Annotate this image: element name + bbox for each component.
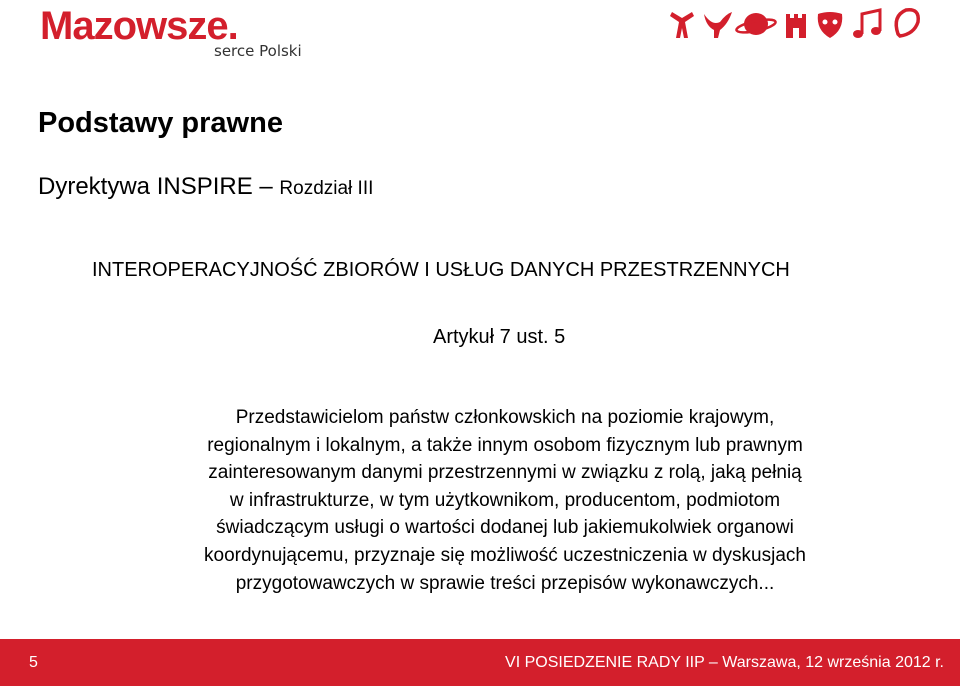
footer-info: VI POSIEDZENIE RADY IIP – Warszawa, 12 września 2012 r.	[505, 654, 944, 671]
body-line: zainteresowanym danymi przestrzennymi w związku z rolą, jaką pełnią	[208, 462, 802, 484]
bird-icon	[704, 12, 732, 38]
page-title: Podstawy prawne	[38, 107, 283, 139]
mazowsze-logo	[38, 4, 308, 60]
body-line: świadczącym usługi o wartości dodanej lub jakiemukolwiek organowi	[216, 517, 794, 539]
subtitle-main: Dyrektywa INSPIRE –	[38, 173, 280, 200]
castle-icon	[786, 14, 806, 38]
mask-icon	[818, 12, 843, 38]
page-number: 5	[29, 654, 38, 671]
subtitle-chapter: Rozdział III	[279, 178, 374, 199]
leaf-icon	[896, 10, 918, 36]
body-paragraph	[140, 404, 870, 597]
section-heading: INTEROPERACYJNOŚĆ ZBIORÓW I USŁUG DANYCH PRZESTRZENNYCH	[92, 259, 790, 281]
article-reference: Artykuł 7 ust. 5	[433, 326, 566, 348]
body-line: koordynującemu, przyznaje się możliwość uczestniczenia w dyskusjach	[204, 544, 806, 566]
planet-icon	[735, 13, 776, 35]
body-line: w infrastrukturze, w tym użytkownikom, producentom, podmiotom	[229, 489, 781, 511]
music-notes-icon	[853, 10, 881, 38]
body-line: przygotowawczych w sprawie treści przepisów wykonawczych...	[235, 572, 775, 594]
logo-text: Mazowsze.	[40, 4, 238, 48]
figure-icon	[670, 12, 694, 38]
body-line: Przedstawicielom państw członkowskich na poziomie krajowym,	[235, 407, 775, 428]
logo-subtitle: serce Polski	[214, 42, 302, 60]
footer-bar	[0, 639, 960, 686]
decorative-glyphs	[668, 4, 928, 44]
body-line: regionalnym i lokalnym, a także innym osobom fizycznym lub prawnym	[207, 434, 803, 456]
subtitle	[38, 173, 373, 203]
